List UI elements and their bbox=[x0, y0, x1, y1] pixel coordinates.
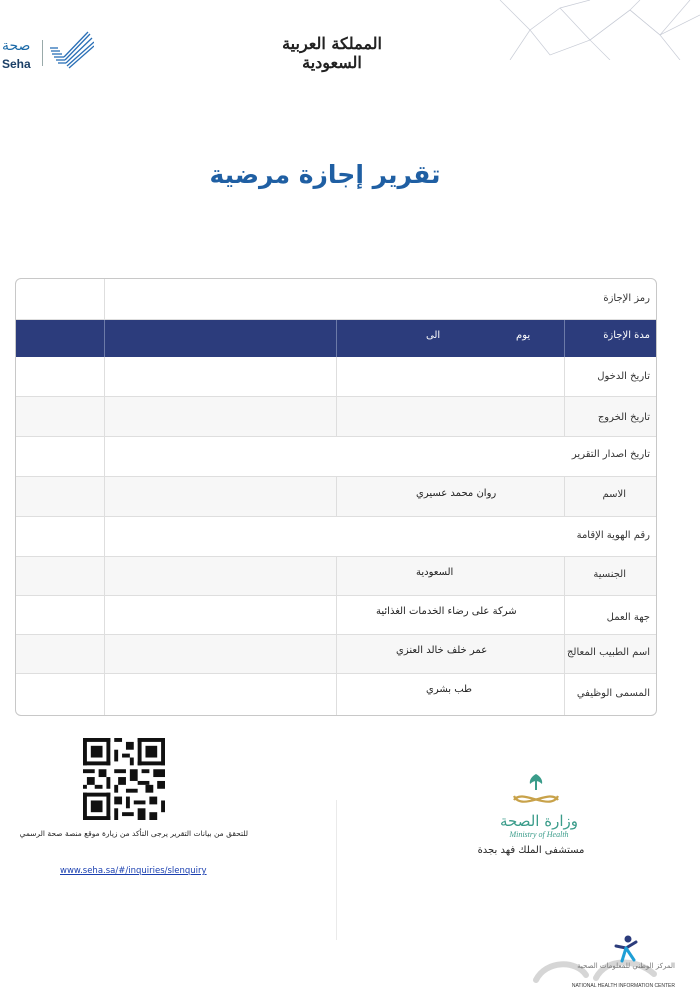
job-title-value: طب بشري bbox=[426, 684, 473, 695]
verification-instructions: للتحقق من بيانات التقرير يرجى التأكد من زيارة موقع منصة صحة الرسمي bbox=[19, 829, 248, 838]
doctor-name-label: اسم الطبيب المعالج bbox=[566, 647, 650, 658]
leave-code-label: رمز الإجازة bbox=[603, 293, 650, 304]
seha-logo bbox=[2, 30, 94, 74]
patient-name-value: روان محمد عسيري bbox=[416, 488, 497, 499]
qr-code-icon bbox=[83, 738, 165, 820]
table-row bbox=[16, 397, 656, 437]
employer-value: شركة على رضاء الخدمات الغذائية bbox=[376, 606, 517, 617]
seha-logo-english: Seha bbox=[2, 57, 31, 71]
to-label: الى bbox=[426, 330, 441, 341]
verification-link[interactable]: www.seha.sa/#/inquiries/slenquiry bbox=[60, 866, 207, 876]
seha-check-icon bbox=[48, 30, 94, 70]
employer-label: جهة العمل bbox=[606, 612, 650, 623]
table-row bbox=[16, 557, 656, 596]
doctor-name-value: عمر خلف خالد العنزي bbox=[396, 645, 488, 656]
nhic-name-arabic: المركز الوطني للمعلومات الصحية bbox=[577, 962, 675, 970]
nhic-name-english: NATIONAL HEALTH INFORMATION CENTER bbox=[571, 983, 675, 989]
table-row bbox=[16, 596, 656, 635]
job-title-label: المسمى الوظيفي bbox=[576, 688, 650, 699]
nationality-label: الجنسية bbox=[593, 569, 626, 580]
table-row bbox=[16, 357, 656, 397]
id-number-label: رقم الهوية الإقامة bbox=[576, 530, 650, 541]
table-row bbox=[16, 477, 656, 517]
sick-leave-table bbox=[15, 278, 657, 716]
table-row bbox=[16, 437, 656, 477]
patient-name-label: الاسم bbox=[602, 489, 626, 500]
ministry-name-arabic: وزارة الصحة bbox=[500, 812, 578, 830]
nhic-figure-icon bbox=[612, 934, 640, 964]
decorative-network bbox=[490, 0, 700, 60]
table-row bbox=[16, 517, 656, 557]
issue-date-label: تاريخ اصدار التقرير bbox=[571, 449, 650, 460]
ministry-emblem-icon bbox=[506, 770, 566, 816]
leave-duration-label: مدة الإجازة bbox=[603, 330, 650, 341]
table-row bbox=[16, 279, 656, 320]
table-row bbox=[16, 674, 656, 715]
table-row bbox=[16, 635, 656, 674]
document-title: تقرير إجازة مرضية bbox=[209, 160, 441, 189]
kingdom-name: المملكة العربية السعودية bbox=[282, 34, 382, 72]
table-row-duration bbox=[16, 320, 656, 357]
nationality-value: السعودية bbox=[416, 567, 454, 578]
discharge-date-label: تاريخ الخروج bbox=[597, 412, 650, 423]
footer-divider bbox=[336, 800, 337, 940]
seha-logo-arabic: صحة bbox=[2, 38, 31, 54]
hospital-name: مستشفى الملك فهد بجدة bbox=[477, 845, 585, 856]
admission-date-label: تاريخ الدخول bbox=[597, 371, 650, 382]
days-label: يوم bbox=[516, 330, 531, 341]
ministry-name-english: Ministry of Health bbox=[509, 830, 569, 839]
